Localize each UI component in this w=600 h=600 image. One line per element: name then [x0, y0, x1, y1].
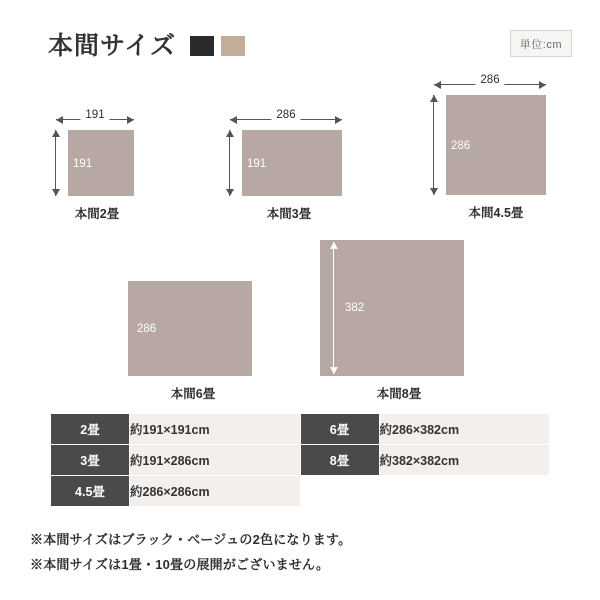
width-value: 191 — [80, 108, 109, 122]
height-value: 191 — [73, 158, 93, 170]
table-row — [51, 414, 550, 445]
height-dimension — [326, 242, 340, 374]
notes — [30, 527, 570, 577]
diagram-caption: 本間3畳 — [266, 207, 312, 221]
table-row — [51, 476, 550, 507]
width-value: 286 — [475, 73, 504, 87]
diagram-caption: 本間4.5畳 — [468, 206, 524, 220]
size-table — [50, 413, 550, 507]
page-title: 本間サイズ — [48, 32, 177, 60]
height-value: 286 — [137, 323, 157, 335]
height-value: 191 — [247, 158, 267, 170]
black-swatch — [190, 36, 214, 56]
table-row — [51, 445, 550, 476]
row-value: 約286×286cm — [130, 476, 301, 507]
row-value: 約382×382cm — [379, 445, 550, 476]
width-value: 286 — [271, 108, 300, 122]
height-dimension — [116, 281, 130, 376]
diagram-caption: 本間6畳 — [170, 387, 216, 401]
row-label: 6畳 — [300, 414, 379, 445]
height-dimension — [222, 130, 236, 196]
height-dimension — [426, 95, 440, 195]
diagram-caption: 本間2畳 — [74, 207, 120, 221]
empty-cell — [300, 476, 379, 507]
size-rect — [320, 240, 464, 376]
row-label: 3畳 — [51, 445, 130, 476]
height-dimension — [48, 130, 62, 196]
row-label: 2畳 — [51, 414, 130, 445]
diagram-caption: 本間8畳 — [376, 387, 422, 401]
diagram-group — [0, 72, 600, 402]
row-label: 4.5畳 — [51, 476, 130, 507]
row-label: 8畳 — [300, 445, 379, 476]
unit-badge: 単位:cm — [510, 30, 572, 57]
width-dimension — [56, 109, 134, 126]
row-value: 約191×286cm — [130, 445, 301, 476]
row-value: 約286×382cm — [379, 414, 550, 445]
width-dimension — [230, 109, 342, 126]
beige-swatch — [221, 36, 245, 56]
note-sizes: ※本間サイズは1畳・10畳の展開がございません。 — [30, 557, 330, 572]
height-value: 286 — [451, 140, 471, 152]
header — [48, 26, 245, 62]
height-value: 382 — [345, 302, 365, 314]
note-colors: ※本間サイズはブラック・ベージュの2色になります。 — [30, 532, 352, 547]
color-swatches — [190, 36, 245, 56]
empty-cell — [379, 476, 550, 507]
width-dimension — [434, 74, 546, 91]
row-value: 約191×191cm — [130, 414, 301, 445]
